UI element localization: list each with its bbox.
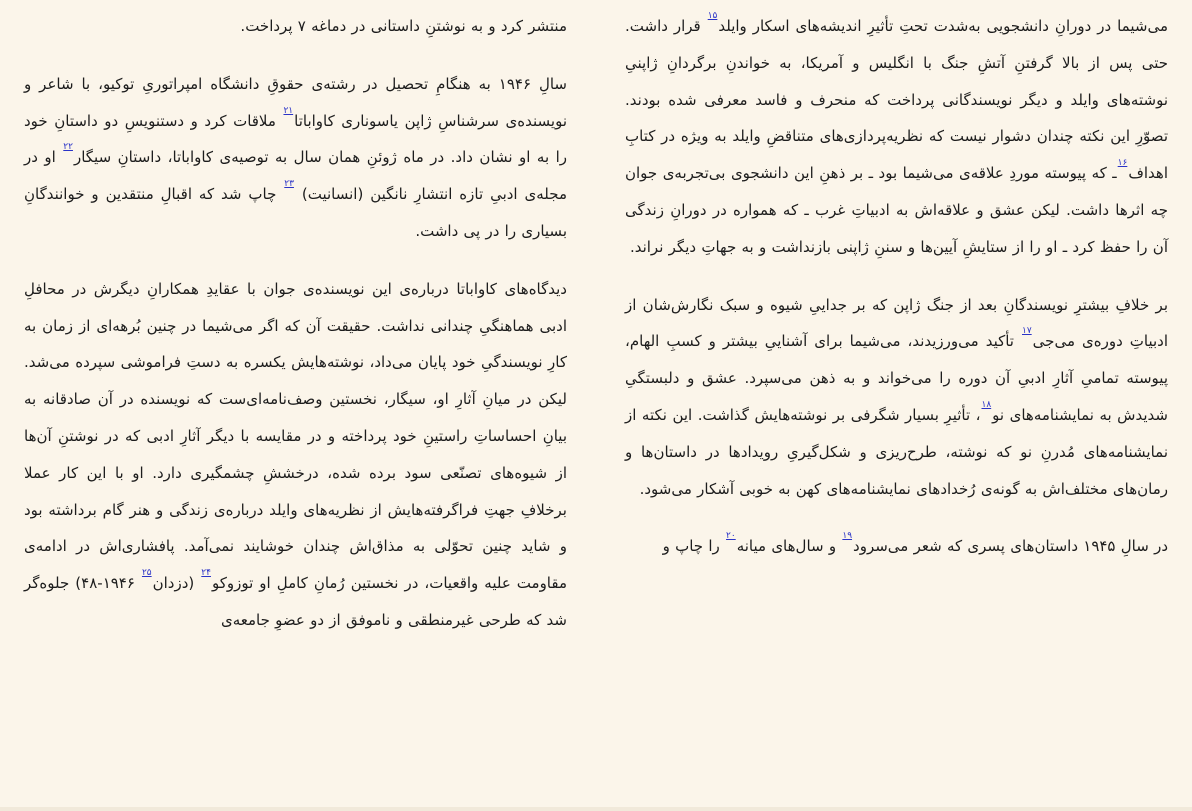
right-text-column: [625, 8, 1168, 811]
footnote-link[interactable]: ۱۸: [981, 399, 992, 410]
paragraph-text: دیدگاه‌های کاواباتا درباره‌ی این نویسنده‌ی جوان با عقایدِ همکارانِ دیگرش در محافلِ ادبی هماهنگیِ چندانی نداشت. حقیقت آن که اگر می‌شیما در چنین بُرهه‌ای از زمان به کارِ نویسندگیِ خود پایان می‌داد، نوشته‌هایش یکسره به دستِ فراموشی سپرده می‌شد. لیکن در میانِ آثارِ او، سیگار، نخستین وصف‌نامه‌ای‌ست که نویسنده در آن صادقانه به بیانِ احساساتِ راستینِ خود پرداخته و در مقایسه با دیگر آثارِ ادبی که در نوشتنِ آن‌ها از شیوه‌های تصنّعی سود برده شده، درخششِ چشمگیری دارد. او با این کار عملا برخلافِ جهتِ فراگرفته‌هایش از نظریه‌های وایلد درباره‌ی زندگی و هنر گام برداشته بود و شاید چنین تحوّلی به مذاق‌اش چندان خوشایند نمی‌آمد. پافشاری‌اش در ادامه‌ی مقاومت علیه واقعیات، در نخستین رُمانِ کاملِ او توزوکو: [24, 279, 568, 593]
paragraph-text: او در مجله‌ی ادبیِ تازه انتشارِ نانگین (انسانیت): [24, 148, 567, 204]
paragraph-text: سالِ ۱۹۴۶ به هنگامِ تحصیل در رشته‌ی حقوقِ دانشگاه امپراتوریِ توکیو، با شاعر و نویسنده‌ی سرشناسِ ژاپن یاسوناری کاواباتا: [24, 74, 568, 130]
paragraph-text: ـ که پیوسته موردِ علاقه‌ی می‌شیما بود ـ بر ذهنِ این دانشجوی بی‌تجربه‌ی جوان چه اثرها داشت. لیکن عشق و علاقه‌اش به ادبیاتِ غرب ـ که همواره در دورانِ زندگی آن را حفظ کرد ـ او را از ستایشِ آیین‌ها و سننِ ژاپنی بازنداشت و به جهاتِ دیگر نراند.: [625, 164, 1168, 256]
footnote-link[interactable]: ۱۶: [1117, 158, 1128, 169]
paragraph-text: منتشر کرد و به نوشتنِ داستانی در دماغه ۷ پرداخت.: [240, 17, 567, 35]
footnote-ref: [842, 531, 852, 541]
footnote-link[interactable]: ۱۹: [842, 531, 853, 542]
footnote-ref: [1118, 158, 1128, 168]
footnote-link[interactable]: ۲۳: [284, 179, 294, 190]
footnote-ref: [708, 11, 718, 21]
paragraph-text: بر خلافِ بیشترِ نویسندگانِ بعد از جنگ ژاپن که بر جداییِ شیوه و سبک نگارش‌شان از ادبیاتِ دوره‌ی می‌جی: [625, 295, 1168, 351]
paragraph-text: ۱۹۴۶-۴۸) جلوه‌گر شد که طرحی غیرمنطقی و ناموفق از دو عضوِ جامعه‌ی: [24, 574, 567, 629]
footnote-ref: [283, 106, 293, 116]
footnote-ref: [726, 531, 736, 541]
paragraph-text: قرار داشت. حتی پس از بالا گرفتنِ آتشِ جنگ با انگلیس و آمریکا، به خواندنِ برگردانِ ژاپنیِ نوشته‌های وایلد و دیگر نویسندگانی پرداخت که منحرف و فاسد معرفی شده بودند. تصوّرِ این نکته چندان دشوار نیست که نظریه‌پردازی‌های متناقضِ وایلد به ویژه در کتابِ اهداف: [625, 17, 1168, 183]
footnote-link[interactable]: ۲۲: [63, 142, 73, 153]
footnote-link[interactable]: ۱۷: [1022, 326, 1032, 337]
left-text-column: [24, 8, 567, 811]
paragraph: [625, 8, 1168, 266]
footnote-link[interactable]: ۱۵: [707, 11, 718, 21]
paragraph-text: می‌شیما در دورانِ دانشجویی به‌شدت تحتِ تأثیرِ اندیشه‌های اسکار وایلد: [718, 17, 1168, 35]
paragraph: [24, 66, 567, 250]
paragraph-text: در سالِ ۱۹۴۵ داستان‌های پسری که شعر می‌سرود: [853, 537, 1168, 556]
footnote-link[interactable]: ۲۱: [283, 105, 294, 116]
paragraph: [625, 287, 1168, 508]
paragraph-text: ملاقات کرد و دستنویسِ دو داستانِ خود را به او نشان داد. در ماه ژوئنِ همان سال به توصیه‌ی کاواباتا، داستانِ سیگار: [24, 111, 568, 167]
footnote-ref: [63, 142, 73, 152]
paragraph: [24, 8, 567, 45]
footnote-ref: [284, 179, 294, 189]
paragraph-text: ، تأثیرِ بسیار شگرفی بر نوشته‌هایش گذاشت. این نکته از نمایشنامه‌های مُدرنِ نو که نوشته، طرح‌ریزی و شکل‌گیریِ رویدادها در داستان‌ها و رمان‌های مختلف‌اش به گونه‌ی رُخدادهای نمایشنامه‌های کهن به خوبی آشکار می‌شود.: [625, 405, 1168, 498]
paragraph-text: و سال‌های میانه: [736, 537, 842, 556]
footnote-ref: [982, 400, 992, 410]
page-bottom-strip: [0, 807, 1192, 811]
paragraph-text: (دزدان: [152, 574, 201, 593]
footnote-ref: [1022, 326, 1032, 336]
footnote-link[interactable]: ۲۰: [726, 531, 736, 542]
footnote-ref: [201, 568, 211, 578]
paragraph: [24, 271, 567, 639]
paragraph-text: را چاپ و: [662, 537, 726, 556]
paragraph: [625, 528, 1168, 565]
footnote-ref: [142, 568, 152, 578]
paragraph-text: تأکید می‌ورزیدند، می‌شیما برای آشناییِ بیشتر و کسبِ الهام، پیوسته تمامیِ آثارِ ادبیِ آن دوره را می‌خواند و به ذهن می‌سپرد. عشق و دلبستگیِ شدیدش به نمایشنامه‌های نو: [625, 332, 1168, 424]
footnote-link[interactable]: ۲۴: [201, 568, 211, 579]
paragraph-text: چاپ شد که اقبالِ منتقدین و خوانندگانِ بسیاری را در پی داشت.: [24, 185, 567, 240]
footnote-link[interactable]: ۲۵: [141, 568, 152, 579]
